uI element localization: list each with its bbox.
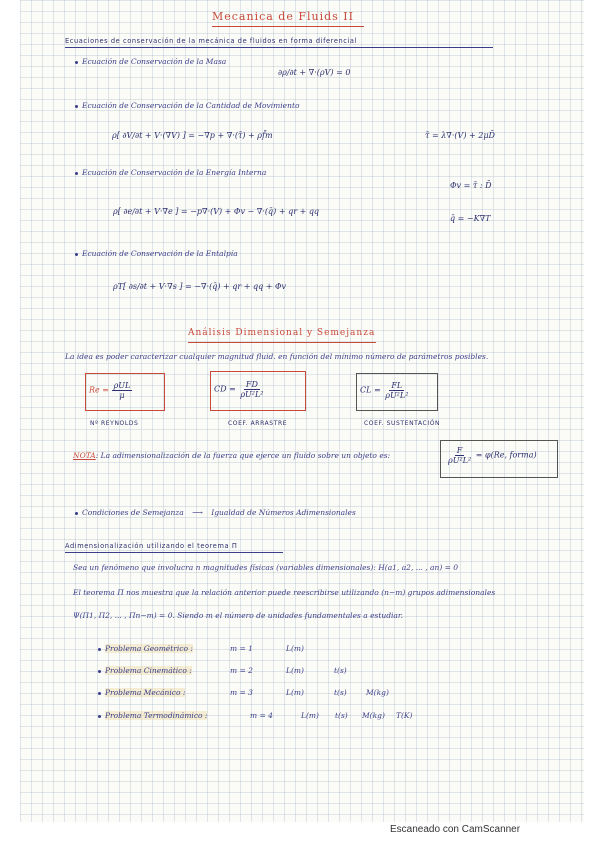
semejanza-line: Condiciones de Semejanza ⟶ Igualdad de Números Adimensionales [75,508,356,517]
section3-line2: El teorema Π nos muestra que la relación anterior puede reescribirse utilizando (n−m) grupos adimensionales [73,588,496,597]
momentum-equation: ρ[ ∂V/∂t + V·(∇V) ] = −∇p + ∇·(τ̄) + ρf̄m [112,131,273,140]
nota-formula: $\frac{F}{\text{ρU²L²}}$ = φ(Re, forma) [448,446,537,465]
section3-line1: Sea un fenómeno que involucra n magnitudes físicas (variables dimensionales): H(a1, a2, ... , an) = 0 [73,563,459,572]
nota-line: NOTA: La adimensionalización de la fuerza que ejerce un fluido sobre un objeto es: [73,451,391,460]
enthalpy-label: Ecuación de Conservación de la Entalpía [75,249,238,258]
section1-heading: Ecuaciones de conservación de la mecánica de fluidos en forma diferencial [65,37,358,45]
problem-kinematic: Problema Cinemático : m = 2 L(m) t(s) [98,666,192,675]
fourier-equation: q̄ = −K∇T [450,214,491,223]
reynolds-caption: Nº REYNOLDS [90,420,139,427]
reynolds-formula: Re = $\frac{\text{ρUL}}{\mu}$ [89,381,131,400]
nota-label: NOTA [73,451,96,460]
section2-intro: La idea es poder caracterizar cualquier magnitud fluid. en función del mínimo número de parámetros posibles. [65,352,489,361]
problem-mechanic: Problema Mecánico : m = 3 L(m) t(s) M(kg) [98,688,185,697]
lift-caption: COEF. SUSTENTACIÓN [364,420,441,427]
section3-underline [65,552,283,553]
problem-thermodynamic: Problema Termodinámico : m = 4 L(m) t(s) M(kg) T(K) [98,711,207,720]
masa-label: Ecuación de Conservación de la Masa [75,57,226,66]
lift-formula: CL = $\frac{FL}{\text{ρU²L²}}$ [360,381,409,400]
stress-equation: τ̄ = λ∇·(V) + 2μD̄ [425,131,495,140]
dissipation-equation: Φv = τ̄ : D̄ [450,181,492,190]
page-title: Mecanica de Fluids II [212,10,354,23]
section2-heading: Análisis Dimensional y Semejanza [188,328,376,338]
scanner-footer: Escaneado con CamScanner [390,824,521,835]
problem-geometric: Problema Geométrico : m = 1 L(m) [98,644,193,653]
section1-underline [65,47,493,48]
section3-line3: Ψ(Π1, Π2, ... , Πn−m) = 0. Siendo m el número de unidades fundamentales a estudiar. [73,611,404,620]
notebook-page [20,0,584,822]
drag-caption: COEF. ARRASTRE [228,420,288,427]
momentum-label: Ecuación de Conservación de la Cantidad de Movimiento [75,101,299,110]
section3-heading: Adimensionalización utilizando el teorema Π [65,542,238,550]
section2-underline [188,342,376,343]
drag-formula: CD = $\frac{FD}{\text{ρU²L²}}$ [214,380,264,399]
energy-equation: ρ[ ∂e/∂t + V·∇e ] = −p∇·(V) + Φv − ∇·(q̄) + qr + qq [113,207,320,216]
masa-equation: ∂ρ/∂t + ∇·(ρV) = 0 [278,68,351,77]
title-underline [212,26,364,27]
enthalpy-equation: ρT[ ∂s/∂t + V·∇s ] = −∇·(q̄) + qr + qq + Φv [113,282,287,291]
energy-label: Ecuación de Conservación de la Energía Interna [75,168,266,177]
